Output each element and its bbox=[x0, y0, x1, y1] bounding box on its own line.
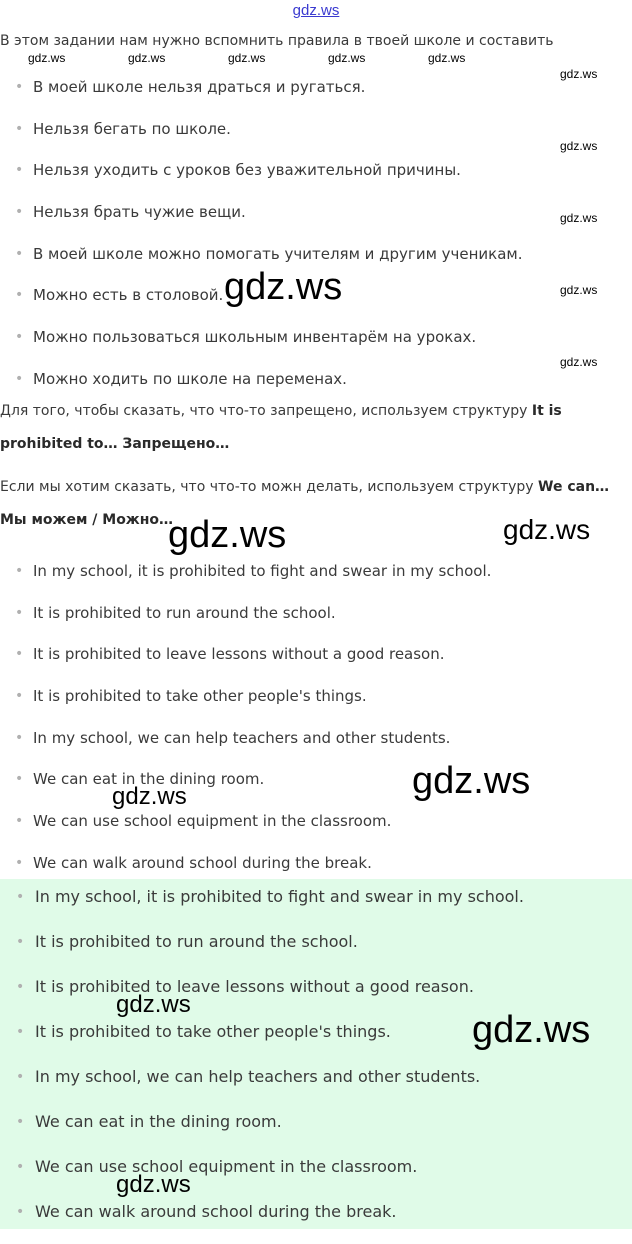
list-item bbox=[0, 74, 632, 116]
explain-prohibited-text: Для того, чтобы сказать, что что-то запрещено, используем структуру bbox=[0, 403, 532, 419]
bullet-icon: • bbox=[15, 813, 24, 830]
list-item bbox=[0, 725, 632, 767]
rule-ru-text: Нельзя уходить с уроков без уважительной причины. bbox=[33, 161, 461, 180]
rule-en-text: We can use school equipment in the classroom. bbox=[33, 812, 392, 831]
bullet-icon: • bbox=[16, 979, 25, 995]
watermark: gdz.ws bbox=[224, 266, 343, 308]
bullet-icon: • bbox=[16, 1204, 25, 1220]
bullet-icon: • bbox=[15, 329, 24, 346]
rule-ru-text: Можно есть в столовой. bbox=[33, 286, 224, 305]
list-item bbox=[0, 808, 632, 850]
list-item bbox=[0, 1064, 632, 1109]
rule-en-text: In my school, we can help teachers and other students. bbox=[33, 728, 451, 747]
rule-en-text: In my school, it is prohibited to fight and swear in my school. bbox=[33, 562, 492, 580]
intro-text: В этом задании нам нужно вспомнить правила в твоей школе и составить bbox=[0, 33, 554, 49]
list-item bbox=[0, 558, 632, 600]
bullet-icon: • bbox=[15, 604, 24, 621]
bullet-icon: • bbox=[16, 1159, 25, 1175]
watermark: gdz.ws bbox=[412, 760, 531, 802]
bullet-icon: • bbox=[16, 1114, 25, 1130]
site-link[interactable]: gdz.ws bbox=[292, 2, 340, 19]
answer-text: In my school, we can help teachers and other students. bbox=[35, 1067, 481, 1086]
bullet-icon: • bbox=[15, 370, 24, 387]
rules-en-list bbox=[0, 558, 632, 892]
rule-ru-text: Нельзя брать чужие вещи. bbox=[33, 203, 246, 222]
answer-text: It is prohibited to run around the school. bbox=[35, 932, 358, 951]
explain-prohibited-structure: It is prohibited to… Запрещено… bbox=[0, 403, 562, 452]
bullet-icon: • bbox=[15, 120, 24, 137]
bullet-icon: • bbox=[15, 771, 24, 788]
bullet-icon: • bbox=[15, 79, 24, 95]
watermark: gdz.ws bbox=[560, 355, 598, 369]
rule-en-text: We can walk around school during the break. bbox=[33, 853, 372, 872]
watermark: gdz.ws bbox=[128, 51, 166, 65]
rule-ru-text: Нельзя бегать по школе. bbox=[33, 119, 231, 138]
list-item bbox=[0, 766, 632, 808]
answer-text: We can use school equipment in the classroom. bbox=[35, 1157, 418, 1176]
rule-ru-text: В моей школе можно помогать учителям и другим ученикам. bbox=[33, 244, 523, 263]
list-item bbox=[0, 157, 632, 199]
rule-en-text: It is prohibited to leave lessons without a good reason. bbox=[33, 645, 445, 664]
bullet-icon: • bbox=[16, 934, 25, 950]
list-item bbox=[0, 929, 632, 974]
answer-text: It is prohibited to leave lessons without a good reason. bbox=[35, 977, 474, 996]
watermark: gdz.ws bbox=[428, 51, 466, 65]
bullet-icon: • bbox=[15, 563, 24, 579]
rule-ru-text: Можно ходить по школе на переменах. bbox=[33, 369, 347, 388]
answer-text: We can walk around school during the break. bbox=[35, 1202, 397, 1221]
list-item bbox=[0, 1199, 632, 1244]
list-item bbox=[0, 1154, 632, 1199]
watermark: gdz.ws bbox=[560, 67, 598, 81]
answer-list bbox=[0, 884, 632, 1244]
list-item bbox=[0, 1109, 632, 1154]
list-item bbox=[0, 324, 632, 366]
list-item bbox=[0, 199, 632, 241]
bullet-icon: • bbox=[16, 1024, 25, 1040]
rule-en-text: It is prohibited to take other people's things. bbox=[33, 687, 367, 706]
watermark: gdz.ws bbox=[560, 283, 598, 297]
bullet-icon: • bbox=[15, 287, 24, 304]
answer-text: It is prohibited to take other people's things. bbox=[35, 1022, 391, 1041]
watermark: gdz.ws bbox=[116, 1171, 191, 1198]
answer-text: In my school, it is prohibited to fight and swear in my school. bbox=[35, 887, 524, 906]
list-item bbox=[0, 116, 632, 158]
list-item bbox=[0, 683, 632, 725]
explain-can-text: Если мы хотим сказать, что что-то можн делать, используем структуру bbox=[0, 479, 539, 495]
watermark: gdz.ws bbox=[503, 514, 591, 545]
bullet-icon: • bbox=[15, 204, 24, 221]
watermark: gdz.ws bbox=[28, 51, 66, 65]
bullet-icon: • bbox=[15, 162, 24, 179]
bullet-icon: • bbox=[16, 889, 25, 905]
list-item bbox=[0, 600, 632, 642]
list-item bbox=[0, 641, 632, 683]
watermark: gdz.ws bbox=[228, 51, 266, 65]
bullet-icon: • bbox=[15, 245, 24, 262]
explain-prohibited bbox=[0, 395, 600, 461]
bullet-icon: • bbox=[15, 688, 24, 705]
explain-can-structure: We can… Мы можем / Можно… bbox=[0, 479, 610, 528]
rule-ru-text: Можно пользоваться школьным инвентарём на уроках. bbox=[33, 328, 477, 347]
watermark: gdz.ws bbox=[472, 1009, 591, 1051]
watermark: gdz.ws bbox=[560, 139, 598, 153]
watermark: gdz.ws bbox=[168, 514, 287, 556]
watermark: gdz.ws bbox=[328, 51, 366, 65]
bullet-icon: • bbox=[15, 646, 24, 663]
list-item bbox=[0, 884, 632, 929]
watermark: gdz.ws bbox=[112, 783, 187, 810]
watermark: gdz.ws bbox=[560, 211, 598, 225]
bullet-icon: • bbox=[16, 1069, 25, 1085]
answer-text: We can eat in the dining room. bbox=[35, 1112, 282, 1131]
rule-en-text: It is prohibited to run around the school. bbox=[33, 603, 336, 622]
watermark: gdz.ws bbox=[116, 991, 191, 1018]
rule-ru-text: В моей школе нельзя драться и ругаться. bbox=[33, 78, 366, 96]
bullet-icon: • bbox=[15, 854, 24, 871]
rule-en-text: We can eat in the dining room. bbox=[33, 770, 265, 789]
rules-ru-list bbox=[0, 74, 632, 408]
bullet-icon: • bbox=[15, 729, 24, 746]
